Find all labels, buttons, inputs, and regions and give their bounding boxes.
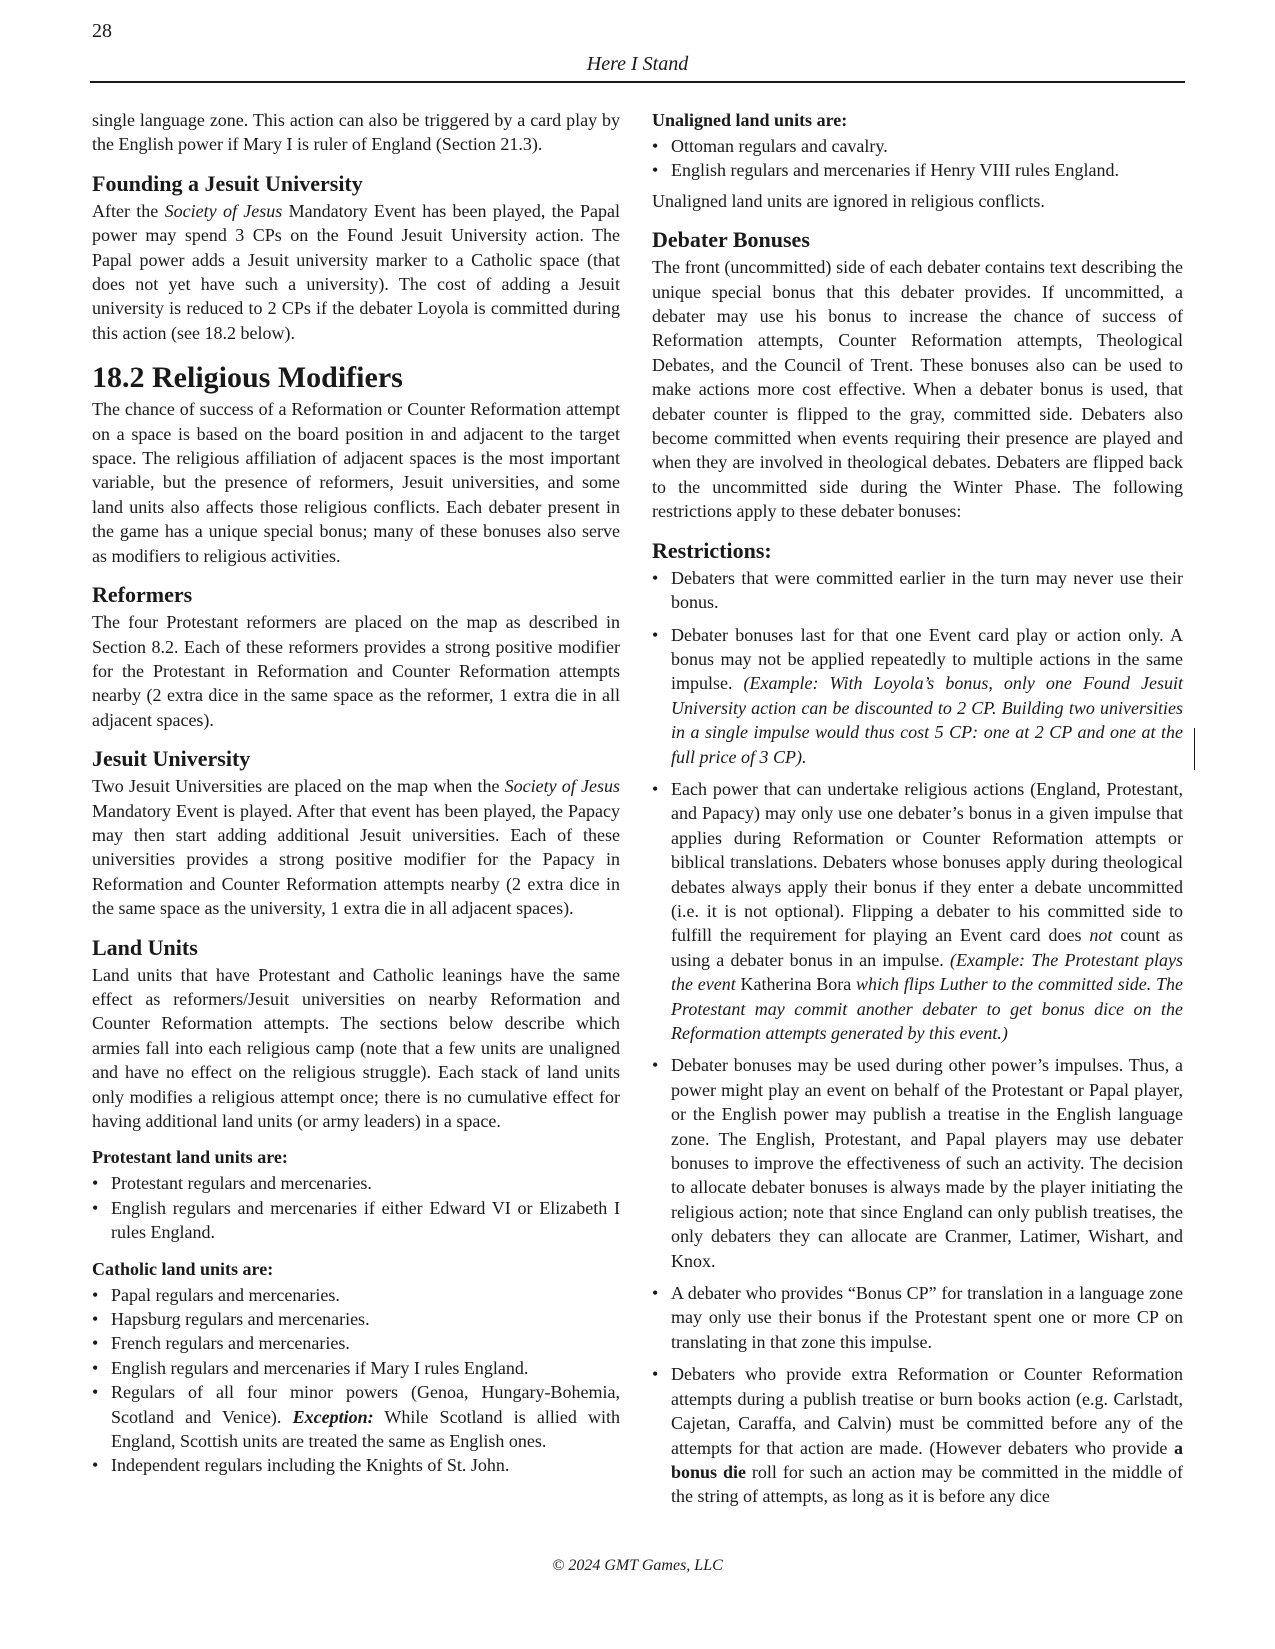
list-item: • A debater who provides “Bonus CP” for translation in a language zone may only use their bonus if the Protestant spent one or more CP on translating in that zone this impulse. (652, 1281, 1183, 1354)
heading-founding-jesuit-university: Founding a Jesuit University (92, 170, 363, 196)
debater-bonuses-paragraph: The front (uncommitted) side of each debater contains text describing the unique special bonus that this debater provides. If uncommitted, a debater may use his bonus to increase the chance of success of Reformation attempts, Counter Reformation attempts, Theological Debates, and the Council of Trent. These bonuses also can be used to make actions more cost effective. When a debater bonus is used, that debater counter is flipped to the gray, committed side. Debaters also become committed when events requiring their presence are played and when they are involved in theological debates. Debaters are flipped back to the uncommitted side during the Winter Phase. The following restrictions apply to these debater bonuses: (652, 257, 1183, 522)
land-units-paragraph: Land units that have Protestant and Catholic leanings have the same effect as reformers/Jesuit universities on nearby Reformation and Counter Reformation attempts. The sections below describe which armies fall into each religious camp (note that a few units are unaligned and have no effect on the religious struggle). Each stack of land units only modifies a religious attempt once; there is no cumulative effect for having additional land units (or army leaders) in a space. (92, 964, 620, 1131)
list-item: • Protestant regulars and mercenaries. (92, 1171, 620, 1195)
list-item: • Papal regulars and mercenaries. (92, 1283, 620, 1307)
heading-restrictions: Restrictions: (652, 537, 772, 563)
list-item: • English regulars and mercenaries if Mary I rules England. (92, 1356, 620, 1380)
list-item: • Each power that can undertake religious actions (England, Protestant, and Papacy) may only use one debater’s bonus in a given impulse that applies during Reformation or Counter Reformation attempts or biblical translations. Debaters whose bonuses apply during theological debates always apply their bonus if they enter a debate uncommitted (i.e. it is not optional). Flipping a debater to his committed side to fulfill the requirement for playing an Event card does not count as using a debater bonus in an impulse. (Example: The Protestant plays the event Katherina Bora which flips Luther to the committed side. The Protestant may commit another debater to get bonus dice on the Reformation attempts generated by this event.) (652, 777, 1183, 1045)
list-item: • Debater bonuses last for that one Event card play or action only. A bonus may not be applied repeatedly to multiple actions in the same impulse. (Example: With Loyola’s bonus, only one Found Jesuit University action can be discounted to 2 CP. Building two universities in a single impulse would thus cost 5 CP: one at 2 CP and one at the full price of 3 CP). (652, 623, 1183, 769)
change-bar (1194, 728, 1195, 770)
header-rule (90, 81, 1185, 83)
unaligned-list (652, 134, 1183, 183)
copyright-footer: © 2024 GMT Games, LLC (552, 1557, 723, 1574)
right-column (652, 108, 1183, 1517)
heading-jesuit-university: Jesuit University (92, 746, 251, 772)
list-item: • Debaters that were committed earlier in the turn may never use their bonus. (652, 566, 1183, 615)
list-item: • English regulars and mercenaries if either Edward VI or Elizabeth I rules England. (92, 1196, 620, 1245)
reformers-paragraph: The four Protestant reformers are placed on the map as described in Section 8.2. Each of these reformers provides a strong positive modifier for the Protestant in Reformation and Counter Reformation attempts nearby (2 extra dice in the same space as the reformer, 1 extra die in all adjacent spaces). (92, 612, 620, 730)
unaligned-note: Unaligned land units are ignored in religious conflicts. (652, 190, 1045, 211)
religious-modifiers-paragraph: The chance of success of a Reformation or Counter Reformation attempt on a space is based on the board position in and adjacent to the target space. The religious affiliation of adjacent spaces is the most important variable, but the presence of reformers, Jesuit universities, and some land units also affects those religious conflicts. Each debater present in the game has a unique special bonus; many of these bonuses also serve as modifiers to religious activities. (92, 399, 620, 566)
section-heading-religious-modifiers: 18.2 Religious Modifiers (92, 361, 403, 395)
list-item: • Hapsburg regulars and mercenaries. (92, 1307, 620, 1331)
heading-debater-bonuses: Debater Bonuses (652, 227, 810, 253)
left-column (92, 108, 620, 1484)
list-item: • French regulars and mercenaries. (92, 1331, 620, 1355)
jesuit-university-paragraph: Two Jesuit Universities are placed on the map when the Society of Jesus Mandatory Event is played. After that event has been played, the Papacy may then start adding additional Jesuit universities. Each of these universities provides a strong positive modifier for the Papacy in Reformation and Counter Reformation attempts nearby (2 extra dice in the same space as the university, 1 extra die in all adjacent spaces). (92, 776, 621, 919)
running-title: Here I Stand (586, 53, 689, 75)
heading-land-units: Land Units (92, 934, 198, 960)
heading-reformers: Reformers (92, 582, 193, 608)
heading-catholic-land-units: Catholic land units are: (92, 1258, 274, 1279)
list-item: • Debaters who provide extra Reformation or Counter Reformation attempts during a publish treatise or burn books action (e.g. Carlstadt, Cajetan, Caraffa, and Calvin) must be committed before any of the attempts for that action are made. (However debaters who provide a bonus die roll for such an action may be committed in the middle of the string of attempts, as long as it is before any dice (652, 1362, 1183, 1508)
list-item: • Independent regulars including the Knights of St. John. (92, 1453, 620, 1477)
restrictions-list (652, 566, 1183, 1509)
continued-paragraph: single language zone. This action can also be triggered by a card play by the English power if Mary I is ruler of England (Section 21.3). (92, 110, 620, 155)
list-item: • Regulars of all four minor powers (Genoa, Hungary-Bohemia, Scotland and Venice). Exception: While Scotland is allied with England, Scottish units are treated the same as English ones. (92, 1380, 620, 1453)
catholic-list (92, 1283, 620, 1478)
heading-protestant-land-units: Protestant land units are: (92, 1147, 288, 1168)
protestant-list (92, 1171, 620, 1244)
list-item: • English regulars and mercenaries if Henry VIII rules England. (652, 158, 1183, 182)
founding-jesuit-paragraph: After the Society of Jesus Mandatory Event has been played, the Papal power may spend 3 CPs on the Found Jesuit University action. The Papal power adds a Jesuit university marker to a Catholic space (that does not yet have such a university). The cost of adding a Jesuit university is reduced to 2 CPs if the debater Loyola is committed during this action (see 18.2 below). (92, 200, 620, 343)
list-item: • Ottoman regulars and cavalry. (652, 134, 1183, 158)
list-item: • Debater bonuses may be used during other power’s impulses. Thus, a power might play an event on behalf of the Protestant or Papal player, or the English power may publish a treatise in the English language zone. The English, Protestant, and Papal players may use debater bonuses to improve the effectiveness of such an activity. The decision to allocate debater bonuses is always made by the player initiating the religious action; note that since England can only publish treatises, the only debaters they can allocate are Cranmer, Latimer, Wishart, and Knox. (652, 1053, 1183, 1273)
heading-unaligned-land-units: Unaligned land units are: (652, 110, 848, 130)
page-number: 28 (92, 20, 112, 42)
